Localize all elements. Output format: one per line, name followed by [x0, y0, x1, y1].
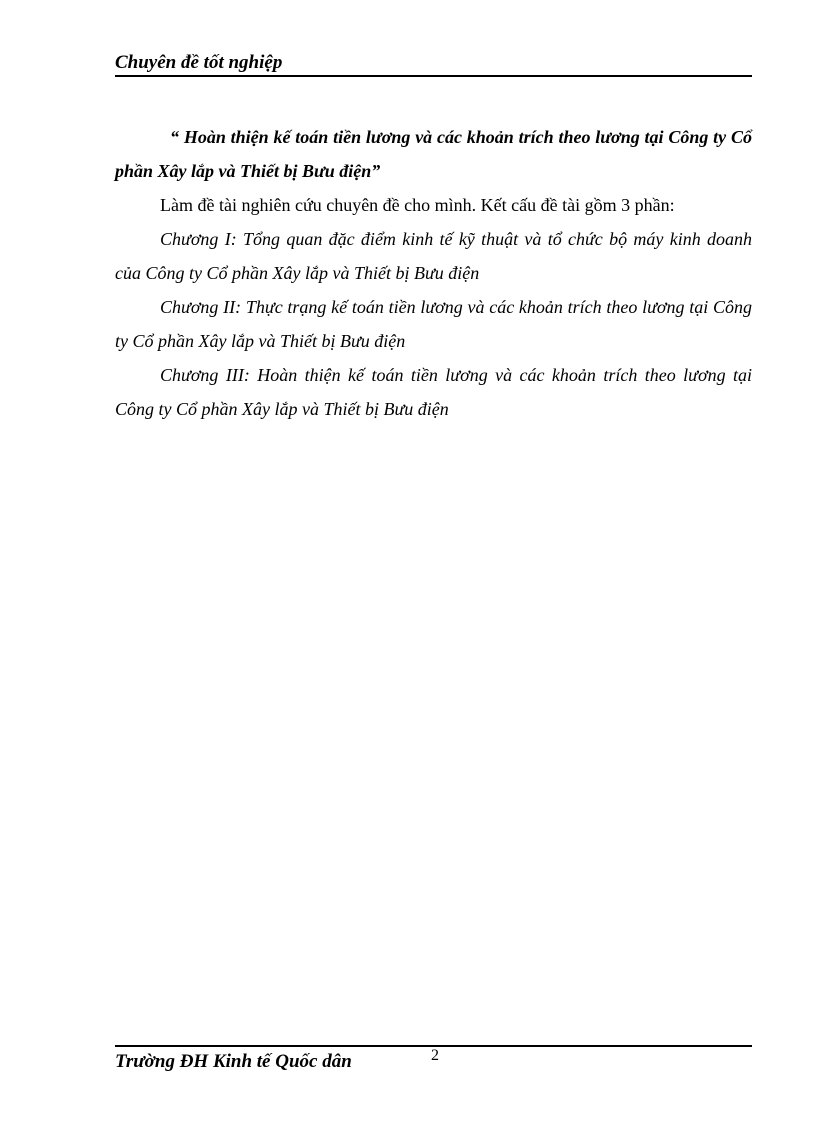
header-title: Chuyên đề tốt nghiệp	[115, 52, 283, 73]
page-header	[115, 50, 752, 76]
document-body	[115, 120, 752, 426]
thesis-title: “ Hoàn thiện kế toán tiền lương và các khoản trích theo lương tại Công ty Cổ phần Xây lắp và Thiết bị Bưu điện”	[115, 127, 752, 181]
chapter-2-paragraph: Chương II: Thực trạng kế toán tiền lương và các khoản trích theo lương tại Công ty Cổ phần Xây lắp và Thiết bị Bưu điện	[115, 297, 752, 351]
header-divider	[115, 75, 752, 77]
chapter-1-paragraph: Chương I: Tổng quan đặc điểm kinh tế kỹ thuật và tổ chức bộ máy kinh doanh của Công ty Cổ phần Xây lắp và Thiết bị Bưu điện	[115, 229, 752, 283]
chapter-3-paragraph: Chương III: Hoàn thiện kế toán tiền lương và các khoản trích theo lương tại Công ty Cổ phần Xây lắp và Thiết bị Bưu điện	[115, 365, 752, 419]
page-number: 2	[431, 1047, 439, 1064]
footer-school-name: Trường ĐH Kinh tế Quốc dân	[115, 1051, 352, 1072]
intro-paragraph: Làm đề tài nghiên cứu chuyên đề cho mình. Kết cấu đề tài gồm 3 phần:	[160, 195, 675, 215]
